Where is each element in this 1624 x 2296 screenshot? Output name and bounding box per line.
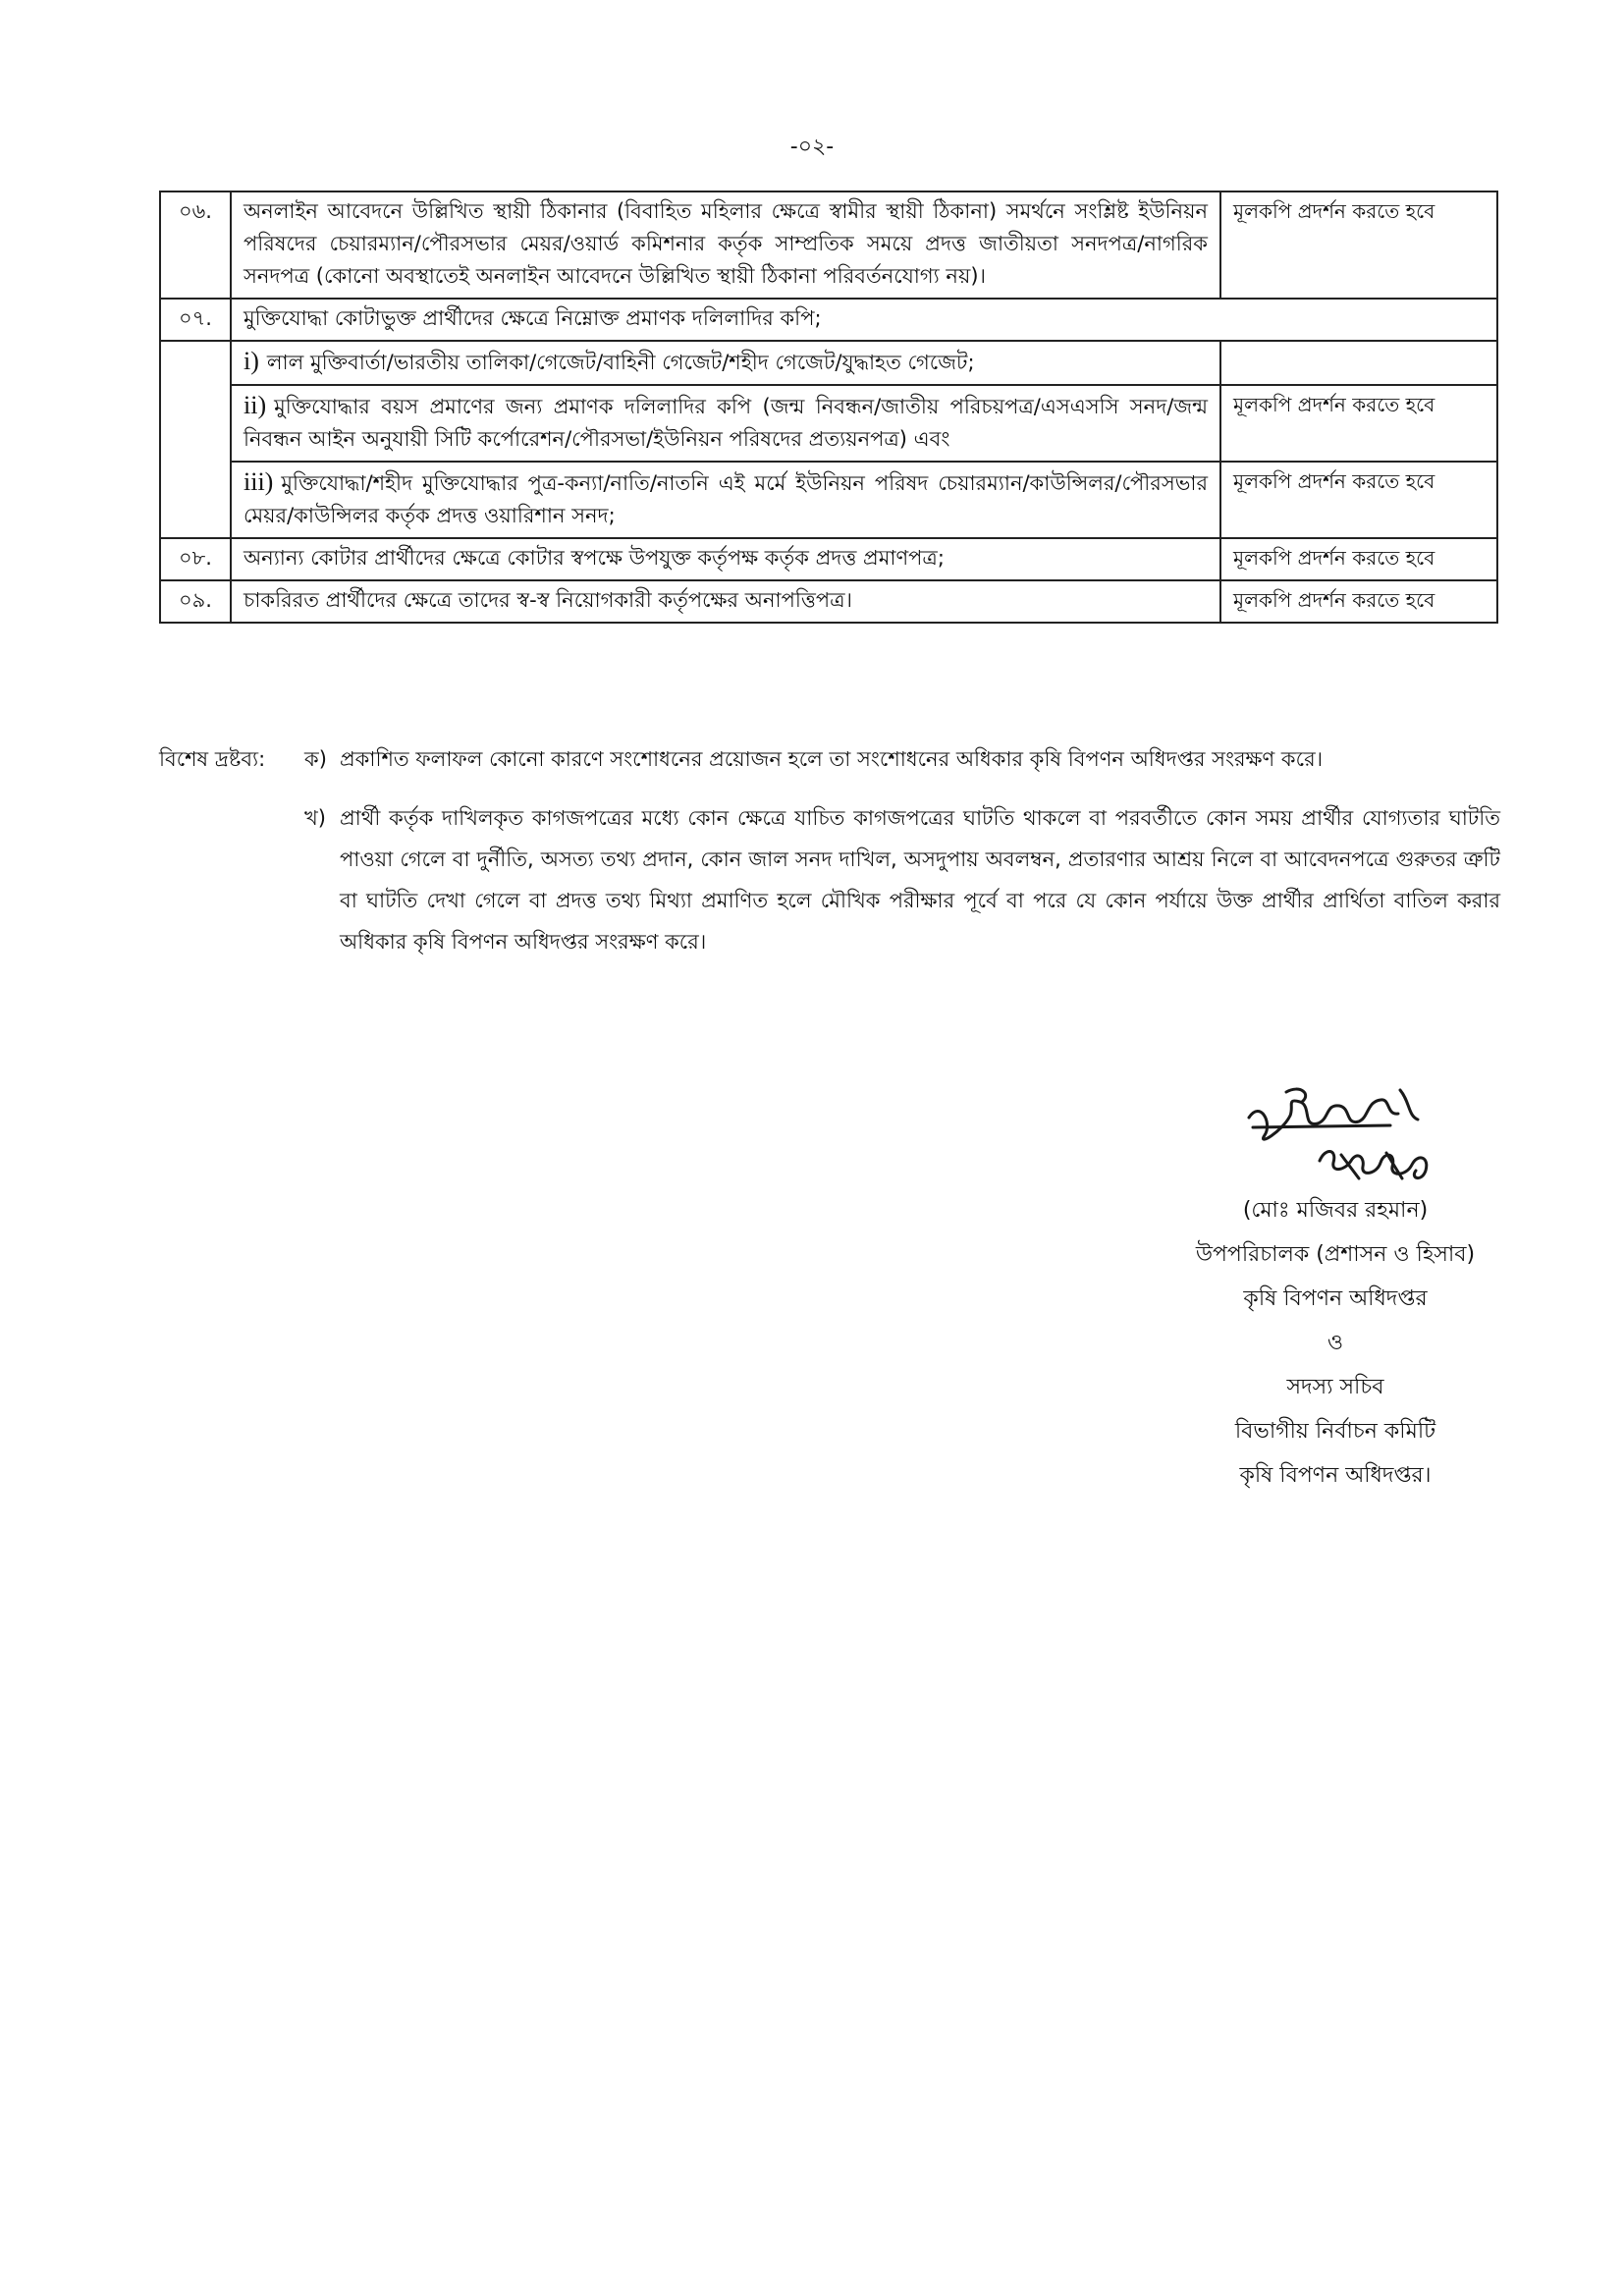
table-subrow xyxy=(160,385,1497,462)
table-row xyxy=(160,538,1497,580)
signatory-office: কৃষি বিপণন অধিদপ্তর xyxy=(1243,1286,1428,1311)
signature-scribble-icon xyxy=(1243,1080,1439,1188)
remark-text: প্রার্থী কর্তৃক দাখিলকৃত কাগজপত্রের মধ্যে কোন ক্ষেত্রে যাচিত কাগজপত্রের ঘাটতি থাকলে বা পরবর্তীতে কোন সময় প্রার্থীর যোগ্যতার ঘাটতি পাওয়া গেলে বা দুর্নীতি, অসত্য তথ্য প্রদান, কোন জাল সনদ দাখিল, অসদুপায় অবলম্বন, প্রতারণার আশ্রয় নিলে বা আবেদনপত্রে গুরুতর ত্রুটি বা ঘাটতি দেখা গেলে বা প্রদত্ত তথ্য মিথ্যা প্রমাণিত হলে মৌখিক পরীক্ষার পূর্বে বা পরে যে কোন পর্যায়ে উক্ত প্রার্থীর প্রার্থিতা বাতিল করার অধিকার কৃষি বিপণন অধিদপ্তর সংরক্ষণ করে। xyxy=(340,806,1500,954)
subitem-marker: i) xyxy=(244,347,259,375)
item-text: অন্যান্য কোটার প্রার্থীদের ক্ষেত্রে কোটার স্বপক্ষে উপযুক্ত কর্তৃপক্ষ কর্তৃক প্রদত্ত প্রমাণপত্র; xyxy=(231,538,1220,580)
table-row xyxy=(160,191,1497,299)
page-number: -০২- xyxy=(789,135,835,159)
remark-marker: খ) xyxy=(304,806,326,830)
signatory-office-2: কৃষি বিপণন অধিদপ্তর। xyxy=(1239,1463,1432,1488)
special-remarks xyxy=(159,738,1500,962)
item-number: ০৯. xyxy=(160,580,231,623)
item-number: ০৮. xyxy=(160,538,231,580)
remark-marker: ক) xyxy=(304,747,327,771)
item-note: মূলকপি প্রদর্শন করতে হবে xyxy=(1220,538,1497,580)
table-row xyxy=(160,580,1497,623)
subitem-text: i) লাল মুক্তিবার্তা/ভারতীয় তালিকা/গেজেট/বাহিনী গেজেট/শহীদ গেজেট/যুদ্ধাহত গেজেট; xyxy=(231,341,1220,385)
document-requirements-table xyxy=(159,191,1498,624)
subitem-note: মূলকপি প্রদর্শন করতে হবে xyxy=(1220,462,1497,538)
table-subrow xyxy=(160,341,1497,385)
table-subrow xyxy=(160,462,1497,538)
remark-item xyxy=(159,738,1500,780)
item-text: অনলাইন আবেদনে উল্লিখিত স্থায়ী ঠিকানার (বিবাহিত মহিলার ক্ষেত্রে স্বামীর স্থায়ী ঠিকানা) সমর্থনে সংশ্লিষ্ট ইউনিয়ন পরিষদের চেয়ারম্যান/পৌরসভার মেয়র/ওয়ার্ড কমিশনার কর্তৃক সাম্প্রতিক সময়ে প্রদত্ত জাতীয়তা সনদপত্র/নাগরিক সনদপত্র (কোনো অবস্থাতেই অনলাইন আবেদনে উল্লিখিত স্থায়ী ঠিকানা পরিবর্তনযোগ্য নয়)। xyxy=(231,191,1220,299)
signatory-name: (মোঃ মজিবর রহমান) xyxy=(1242,1198,1429,1223)
item-note: মূলকপি প্রদর্শন করতে হবে xyxy=(1220,580,1497,623)
subitem-marker: iii) xyxy=(244,467,274,496)
remarks-label: বিশেষ দ্রষ্টব্য: xyxy=(159,747,266,771)
remark-item xyxy=(159,797,1500,962)
item-number: ০৭. xyxy=(160,299,231,341)
item-number: ০৬. xyxy=(160,191,231,299)
empty-number-cell xyxy=(160,341,231,538)
signature-block xyxy=(1129,1188,1542,1498)
subitem-text: iii) মুক্তিযোদ্ধা/শহীদ মুক্তিযোদ্ধার পুত্র-কন্যা/নাতি/নাতনি এই মর্মে ইউনিয়ন পরিষদ চেয়ারম্যান/কাউন্সিলর/পৌরসভার মেয়র/কাউন্সিলর কর্তৃক প্রদত্ত ওয়ারিশান সনদ; xyxy=(231,462,1220,538)
item-text: মুক্তিযোদ্ধা কোটাভুক্ত প্রার্থীদের ক্ষেত্রে নিম্নোক্ত প্রমাণক দলিলাদির কপি; xyxy=(231,299,1497,341)
item-note: মূলকপি প্রদর্শন করতে হবে xyxy=(1220,191,1497,299)
signatory-designation: উপপরিচালক (প্রশাসন ও হিসাব) xyxy=(1195,1242,1476,1267)
remark-text: প্রকাশিত ফলাফল কোনো কারণে সংশোধনের প্রয়োজন হলে তা সংশোধনের অধিকার কৃষি বিপণন অধিদপ্তর সংরক্ষণ করে। xyxy=(340,747,1324,771)
signatory-role: সদস্য সচিব xyxy=(1286,1375,1384,1399)
subitem-marker: ii) xyxy=(244,391,267,419)
subitem-note xyxy=(1220,341,1497,385)
subitem-note: মূলকপি প্রদর্শন করতে হবে xyxy=(1220,385,1497,462)
table-row xyxy=(160,299,1497,341)
signatory-committee: বিভাগীয় নির্বাচন কমিটি xyxy=(1234,1419,1436,1444)
handwritten-signature xyxy=(1243,1080,1439,1188)
subitem-text: ii) মুক্তিযোদ্ধার বয়স প্রমাণের জন্য প্রমাণক দলিলাদির কপি (জন্ম নিবন্ধন/জাতীয় পরিচয়পত্র/এসএসসি সনদ/জন্ম নিবন্ধন আইন অনুযায়ী সিটি কর্পোরেশন/পৌরসভা/ইউনিয়ন পরিষদের প্রত্যয়নপত্র) এবং xyxy=(231,385,1220,462)
signatory-conjunction: ও xyxy=(1326,1331,1344,1355)
item-text: চাকরিরত প্রার্থীদের ক্ষেত্রে তাদের স্ব-স্ব নিয়োগকারী কর্তৃপক্ষের অনাপত্তিপত্র। xyxy=(231,580,1220,623)
